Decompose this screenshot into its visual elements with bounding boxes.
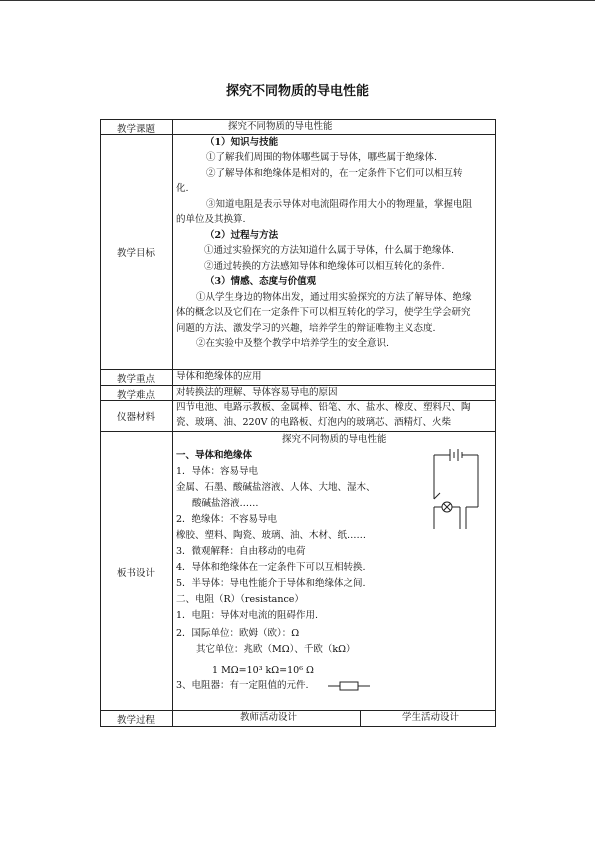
board-text: 5．半导体：导电性能介于导体和绝缘体之间. [176,578,366,589]
key-label: 教学重点 [116,374,155,385]
board-text: 二、电阻（R）（resistance） [176,594,304,605]
board-text: 2．绝缘体：不容易导电 [176,514,278,525]
materials-text: 瓷、玻璃、油、220V 的电路板、灯泡内的玻璃芯、酒精灯、火柴 [176,417,452,428]
board-text: 1．电阻：导体对电流的阻碍作用. [176,610,319,621]
goals-text: 问题的方法、激发学习的兴趣，培养学生的辩证唯物主义态度. [176,323,436,334]
goals-text: 化. [176,183,189,194]
header-rule [0,0,595,1]
goals-text: ③知道电阻是表示导体对电流阻碍作用大小的物理量，掌握电阻 [206,199,473,210]
teacher-activity-header: 教师活动设计 [240,712,298,723]
board-heading: 探究不同物质的导电性能 [282,434,387,445]
board-text: 1．导体：容易导电 [176,466,259,477]
board-text: 金属、石墨、酸碱盐溶液、人体、大地、湿木、 [176,482,376,493]
difficulty-value: 对转换法的理解、导体容易导电的原因 [176,387,338,398]
goals-text: 体的概念以及它们在一定条件下可以相互转化的学习，使学生学会研究 [176,307,471,318]
goals-label: 教学目标 [116,248,155,259]
board-text: 2．国际单位：欧姆（欧）：Ω [176,628,300,639]
key-value: 导体和绝缘体的应用 [176,371,262,382]
board-text: 1 MΩ=10³ kΩ=10⁶ Ω [212,665,314,676]
goals-section1-heading: （1）知识与技能 [205,137,279,148]
materials-text: 四节电池、电路示教板、金属棒、铅笔、水、盐水、橡皮、塑料尺、陶 [176,402,471,413]
topic-value: 探究不同物质的导电性能 [228,121,333,132]
student-activity-header: 学生活动设计 [402,712,460,723]
process-label: 教学过程 [116,715,155,726]
goals-text: ①了解我们周围的物体哪些属于导体，哪些属于绝缘体. [206,152,438,163]
goals-text: ①通过实验探究的方法知道什么属于导体，什么属于绝缘体. [204,245,455,256]
resistor-icon [328,679,370,693]
goals-text: ②在实验中及整个教学中培养学生的安全意识. [196,338,390,349]
board-text: 橡胶、塑料、陶瓷、玻璃、油、木材、纸…… [176,530,367,541]
goals-text: 的单位及其换算. [176,214,246,225]
board-text: 其它单位：兆欧（MΩ）、千欧（kΩ） [196,644,356,655]
board-text: 一、导体和绝缘体 [176,450,253,461]
goals-text: ①从学生身边的物体出发，通过用实验探究的方法了解导体、绝缘 [196,292,472,303]
goals-text: ②了解导体和绝缘体是相对的，在一定条件下它们可以相互转 [206,168,463,179]
topic-label: 教学课题 [116,124,155,135]
circuit-diagram [430,447,490,529]
board-label: 板书设计 [116,568,155,579]
goals-section3-heading: （3）情感、态度与价值观 [205,276,317,287]
goals-section2-heading: （2）过程与方法 [205,230,279,241]
page-title: 探究不同物质的导电性能 [225,84,369,99]
board-text: 酸碱盐溶液…… [192,498,259,509]
board-text: 3．微观解释：自由移动的电荷 [176,546,306,557]
difficulty-label: 教学难点 [116,390,155,401]
board-text: 3、电阻器：有一定阻值的元件. [176,680,309,691]
board-text: 4．导体和绝缘体在一定条件下可以互相转换. [176,562,366,573]
goals-text: ②通过转换的方法感知导体和绝缘体可以相互转化的条件. [204,261,445,272]
materials-label: 仪器材料 [116,412,155,423]
lesson-plan-table [100,119,496,727]
